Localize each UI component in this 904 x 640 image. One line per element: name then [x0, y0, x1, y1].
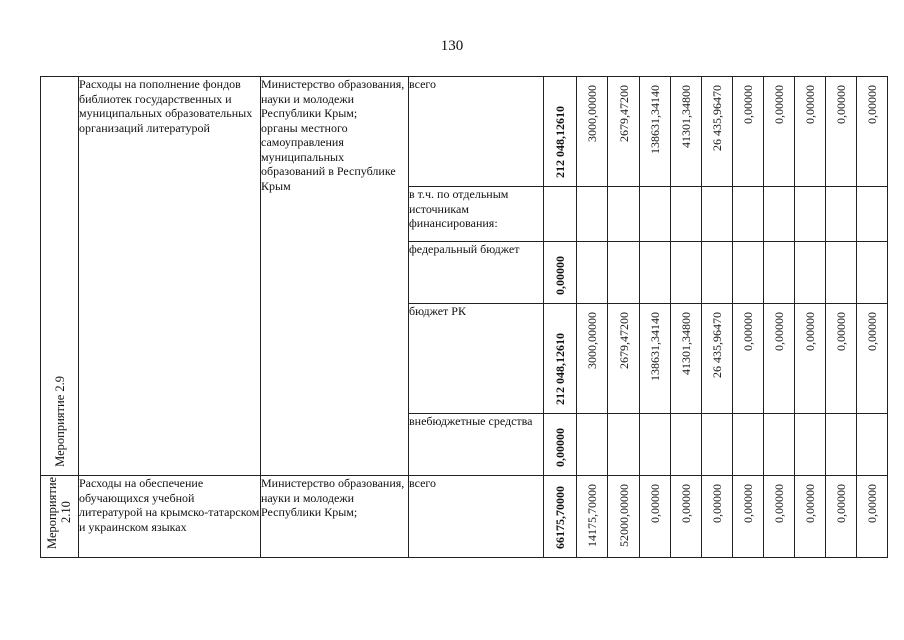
year-value: 0,00000	[771, 312, 786, 351]
year-value-cell	[795, 476, 826, 558]
source-label-cell: всего	[409, 476, 544, 558]
year-value: 0,00000	[802, 312, 817, 351]
year-value-cell	[857, 77, 888, 187]
year-value-cell	[702, 187, 733, 242]
table-row	[41, 77, 888, 187]
year-value-cell	[764, 187, 795, 242]
year-value: 0,00000	[864, 85, 879, 124]
year-value-cell	[857, 187, 888, 242]
year-value-cell	[702, 476, 733, 558]
description-cell: Расходы на обеспечение обучающихся учебной литературой на крымско-татарском и украинском языках	[79, 476, 261, 558]
year-value: 0,00000	[864, 484, 879, 523]
year-value-cell	[795, 304, 826, 414]
year-value: 0,00000	[833, 312, 848, 351]
year-value: 26 435,96470	[709, 85, 724, 151]
year-value-cell	[702, 77, 733, 187]
year-value: 0,00000	[709, 484, 724, 523]
total-cell	[544, 187, 577, 242]
year-value-cell	[764, 414, 795, 476]
table-row	[41, 476, 888, 558]
year-value-cell	[640, 187, 671, 242]
year-value-cell	[733, 187, 764, 242]
year-value-cell	[826, 77, 857, 187]
year-value: 0,00000	[740, 312, 755, 351]
total-value: 0,00000	[552, 428, 567, 467]
year-value-cell	[857, 476, 888, 558]
total-cell	[544, 242, 577, 304]
year-value: 138631,34140	[647, 85, 662, 154]
year-value-cell	[608, 187, 640, 242]
year-value-cell	[826, 414, 857, 476]
source-label-cell: внебюджетные средства	[409, 414, 544, 476]
year-value: 2679,47200	[616, 312, 631, 369]
total-value: 0,00000	[552, 256, 567, 295]
year-value-cell	[577, 476, 608, 558]
activity-cell	[41, 77, 79, 476]
year-value-cell	[640, 414, 671, 476]
year-value: 26 435,96470	[709, 312, 724, 378]
year-value: 0,00000	[647, 484, 662, 523]
year-value-cell	[608, 304, 640, 414]
year-value: 0,00000	[771, 85, 786, 124]
year-value-cell	[640, 242, 671, 304]
year-value-cell	[857, 414, 888, 476]
total-cell	[544, 77, 577, 187]
year-value: 3000,00000	[584, 85, 599, 142]
budget-table	[40, 76, 888, 558]
year-value-cell	[702, 414, 733, 476]
year-value-cell	[608, 77, 640, 187]
year-value-cell	[577, 304, 608, 414]
year-value: 0,00000	[833, 484, 848, 523]
year-value-cell	[733, 304, 764, 414]
year-value-cell	[764, 242, 795, 304]
year-value-cell	[826, 187, 857, 242]
activity-cell	[41, 476, 79, 558]
year-value-cell	[671, 242, 702, 304]
source-label-cell: федеральный бюджет	[409, 242, 544, 304]
year-value: 41301,34800	[678, 85, 693, 148]
year-value-cell	[640, 77, 671, 187]
year-value-cell	[608, 242, 640, 304]
year-value-cell	[795, 242, 826, 304]
year-value-cell	[857, 242, 888, 304]
year-value: 0,00000	[802, 484, 817, 523]
total-cell	[544, 414, 577, 476]
activity-label: Мероприятие 2.10	[44, 476, 73, 549]
year-value-cell	[826, 476, 857, 558]
executor-cell: Министерство образования, науки и молодежи Республики Крым; органы местного самоуправления муниципальных образований в Республике Крым	[261, 77, 409, 476]
source-label-cell: всего	[409, 77, 544, 187]
year-value-cell	[733, 414, 764, 476]
year-value-cell	[795, 187, 826, 242]
year-value-cell	[608, 414, 640, 476]
year-value-cell	[577, 187, 608, 242]
page-number: 130	[440, 38, 464, 54]
year-value-cell	[671, 476, 702, 558]
year-value: 0,00000	[802, 85, 817, 124]
year-value-cell	[671, 304, 702, 414]
year-value-cell	[577, 242, 608, 304]
year-value-cell	[795, 77, 826, 187]
executor-cell: Министерство образования, науки и молодежи Республики Крым;	[261, 476, 409, 558]
year-value: 0,00000	[771, 484, 786, 523]
year-value: 52000,00000	[616, 484, 631, 547]
activity-label: Мероприятие 2.9	[52, 376, 67, 467]
year-value: 0,00000	[833, 85, 848, 124]
year-value-cell	[733, 476, 764, 558]
year-value-cell	[733, 242, 764, 304]
source-label-cell: бюджет РК	[409, 304, 544, 414]
year-value-cell	[577, 414, 608, 476]
year-value: 0,00000	[678, 484, 693, 523]
total-value: 66175,70000	[552, 486, 567, 549]
total-cell	[544, 304, 577, 414]
total-value: 212 048,12610	[552, 106, 567, 178]
year-value: 3000,00000	[584, 312, 599, 369]
budget-table-body	[41, 77, 888, 558]
year-value-cell	[608, 476, 640, 558]
year-value-cell	[764, 77, 795, 187]
year-value: 0,00000	[864, 312, 879, 351]
year-value: 138631,34140	[647, 312, 662, 381]
year-value-cell	[702, 242, 733, 304]
year-value-cell	[671, 187, 702, 242]
year-value-cell	[826, 242, 857, 304]
year-value-cell	[577, 77, 608, 187]
year-value-cell	[764, 304, 795, 414]
year-value: 0,00000	[740, 484, 755, 523]
year-value: 0,00000	[740, 85, 755, 124]
year-value-cell	[764, 476, 795, 558]
year-value-cell	[857, 304, 888, 414]
source-label-cell: в т.ч. по отдельным источникам финансирования:	[409, 187, 544, 242]
year-value-cell	[671, 414, 702, 476]
year-value-cell	[795, 414, 826, 476]
year-value-cell	[733, 77, 764, 187]
year-value: 2679,47200	[616, 85, 631, 142]
description-cell: Расходы на пополнение фондов библиотек государственных и муниципальных образовательных организаций литературой	[79, 77, 261, 476]
year-value-cell	[671, 77, 702, 187]
year-value-cell	[702, 304, 733, 414]
total-cell	[544, 476, 577, 558]
total-value: 212 048,12610	[552, 333, 567, 405]
year-value-cell	[640, 304, 671, 414]
year-value-cell	[640, 476, 671, 558]
year-value-cell	[826, 304, 857, 414]
year-value: 41301,34800	[678, 312, 693, 375]
year-value: 14175,70000	[584, 484, 599, 547]
